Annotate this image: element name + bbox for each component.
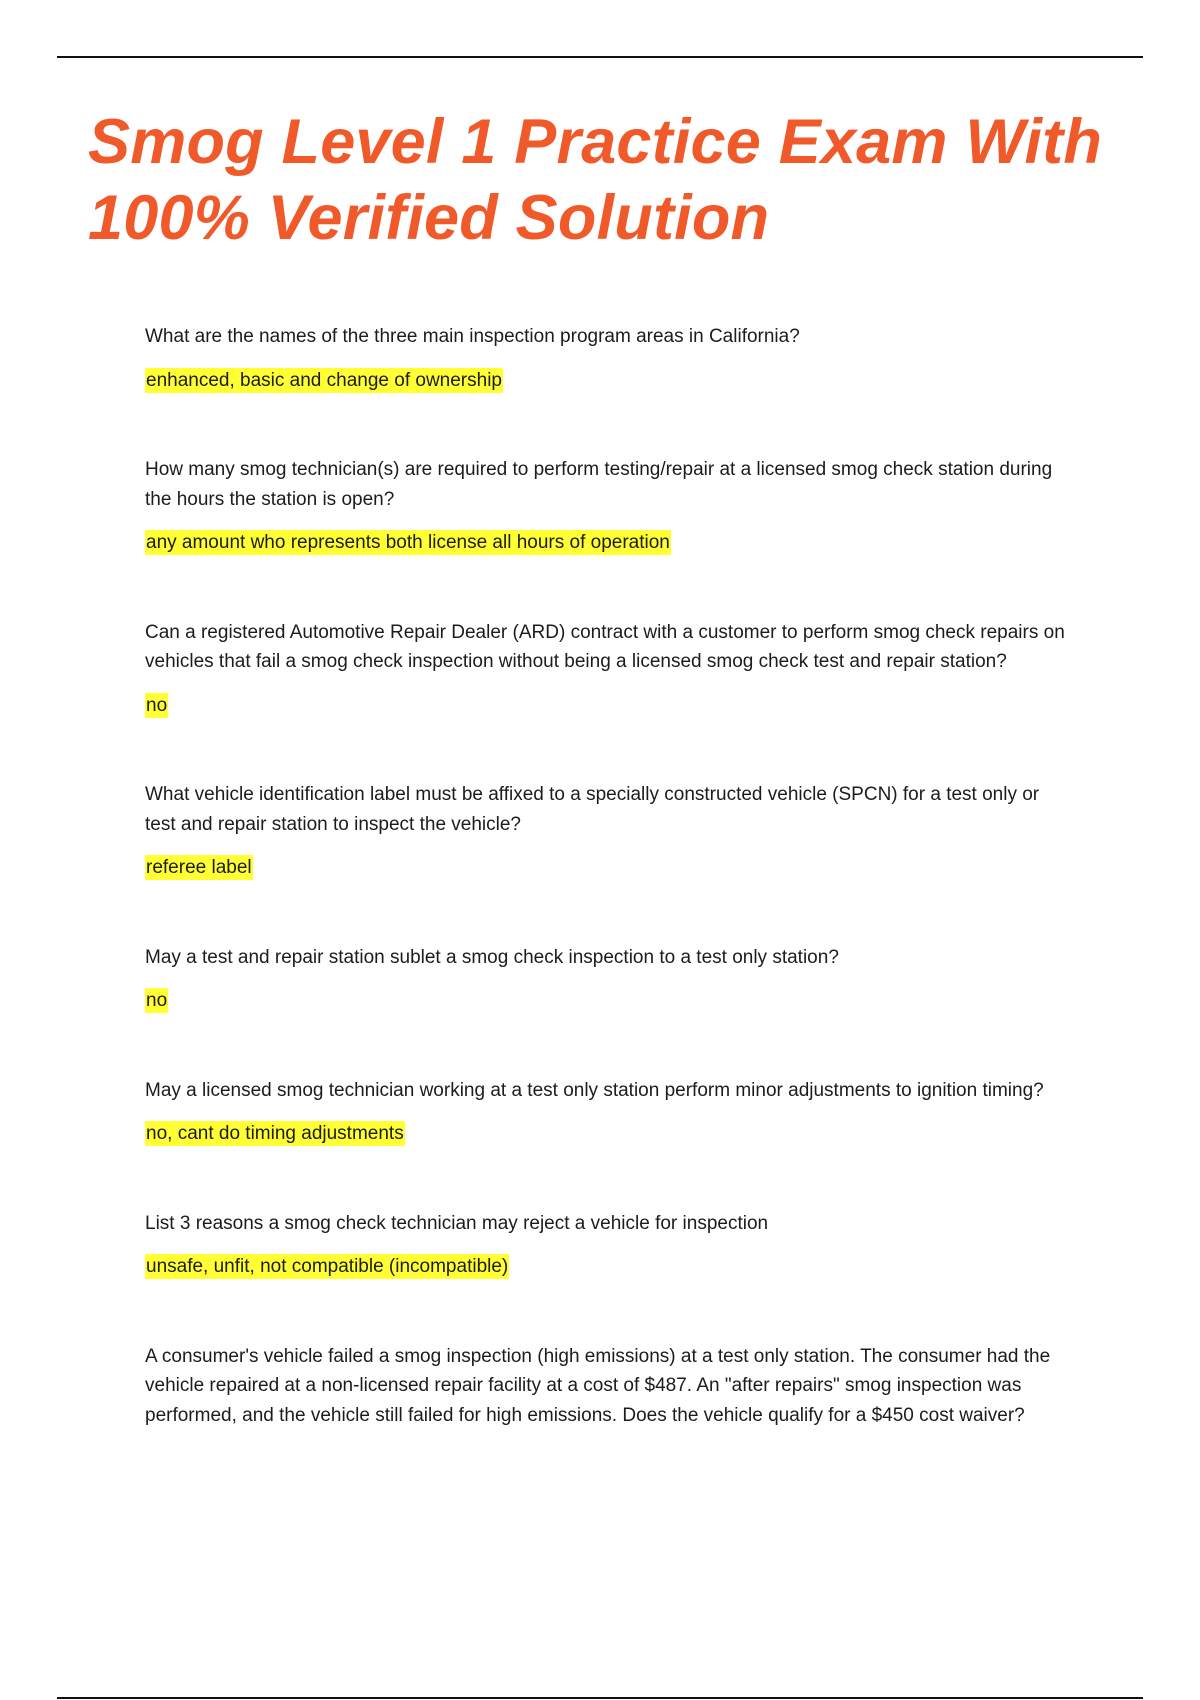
answer-highlight: enhanced, basic and change of ownership <box>146 369 502 391</box>
top-rule <box>57 56 1143 58</box>
question-text: List 3 reasons a smog check technician may reject a vehicle for inspection <box>145 1212 769 1234</box>
question-text: A consumer's vehicle failed a smog inspection (high emissions) at a test only station. The consumer had the vehicle repaired at a non-licensed repair facility at a cost of $487. An "after repairs" smog inspection was performed, and the vehicle still failed for high emissions. Does the vehicle qualify for a $450 cost waiver? <box>145 1345 1051 1426</box>
qa-item <box>145 618 1065 721</box>
answer-highlight: unsafe, unfit, not compatible (incompatible) <box>146 1256 509 1277</box>
question-text: May a test and repair station sublet a smog check inspection to a test only station? <box>145 946 839 968</box>
question-text: What vehicle identification label must be affixed to a specially constructed vehicle (SPCN) for a test only or test and repair station to inspect the vehicle? <box>145 784 1040 835</box>
qa-item <box>145 455 1065 558</box>
qa-item <box>145 322 1065 395</box>
qa-item <box>145 943 1065 1016</box>
question-text: What are the names of the three main inspection program areas in California? <box>145 326 800 347</box>
answer-highlight: no <box>146 990 168 1011</box>
qa-item <box>145 1209 1065 1282</box>
qa-item <box>145 1076 1065 1149</box>
answer-highlight: referee label <box>146 857 252 878</box>
question-text: How many smog technician(s) are required to perform testing/repair at a licensed smog check station during the hours the station is open? <box>145 459 1053 510</box>
document-title: Smog Level 1 Practice Exam With 100% Verified Solution <box>88 107 1103 253</box>
answer-highlight: no, cant do timing adjustments <box>146 1123 404 1144</box>
qa-list <box>145 322 1065 1430</box>
answer-highlight: any amount who represents both license all hours of operation <box>146 532 670 553</box>
bottom-rule <box>57 1697 1143 1699</box>
qa-item <box>145 1342 1065 1431</box>
qa-item <box>145 780 1065 883</box>
question-text: Can a registered Automotive Repair Dealer (ARD) contract with a customer to perform smog check repairs on vehicles that fail a smog check inspection without being a licensed smog check test and repair station? <box>145 621 1065 672</box>
answer-highlight: no <box>146 694 168 716</box>
question-text: May a licensed smog technician working at a test only station perform minor adjustments to ignition timing? <box>145 1079 1044 1101</box>
